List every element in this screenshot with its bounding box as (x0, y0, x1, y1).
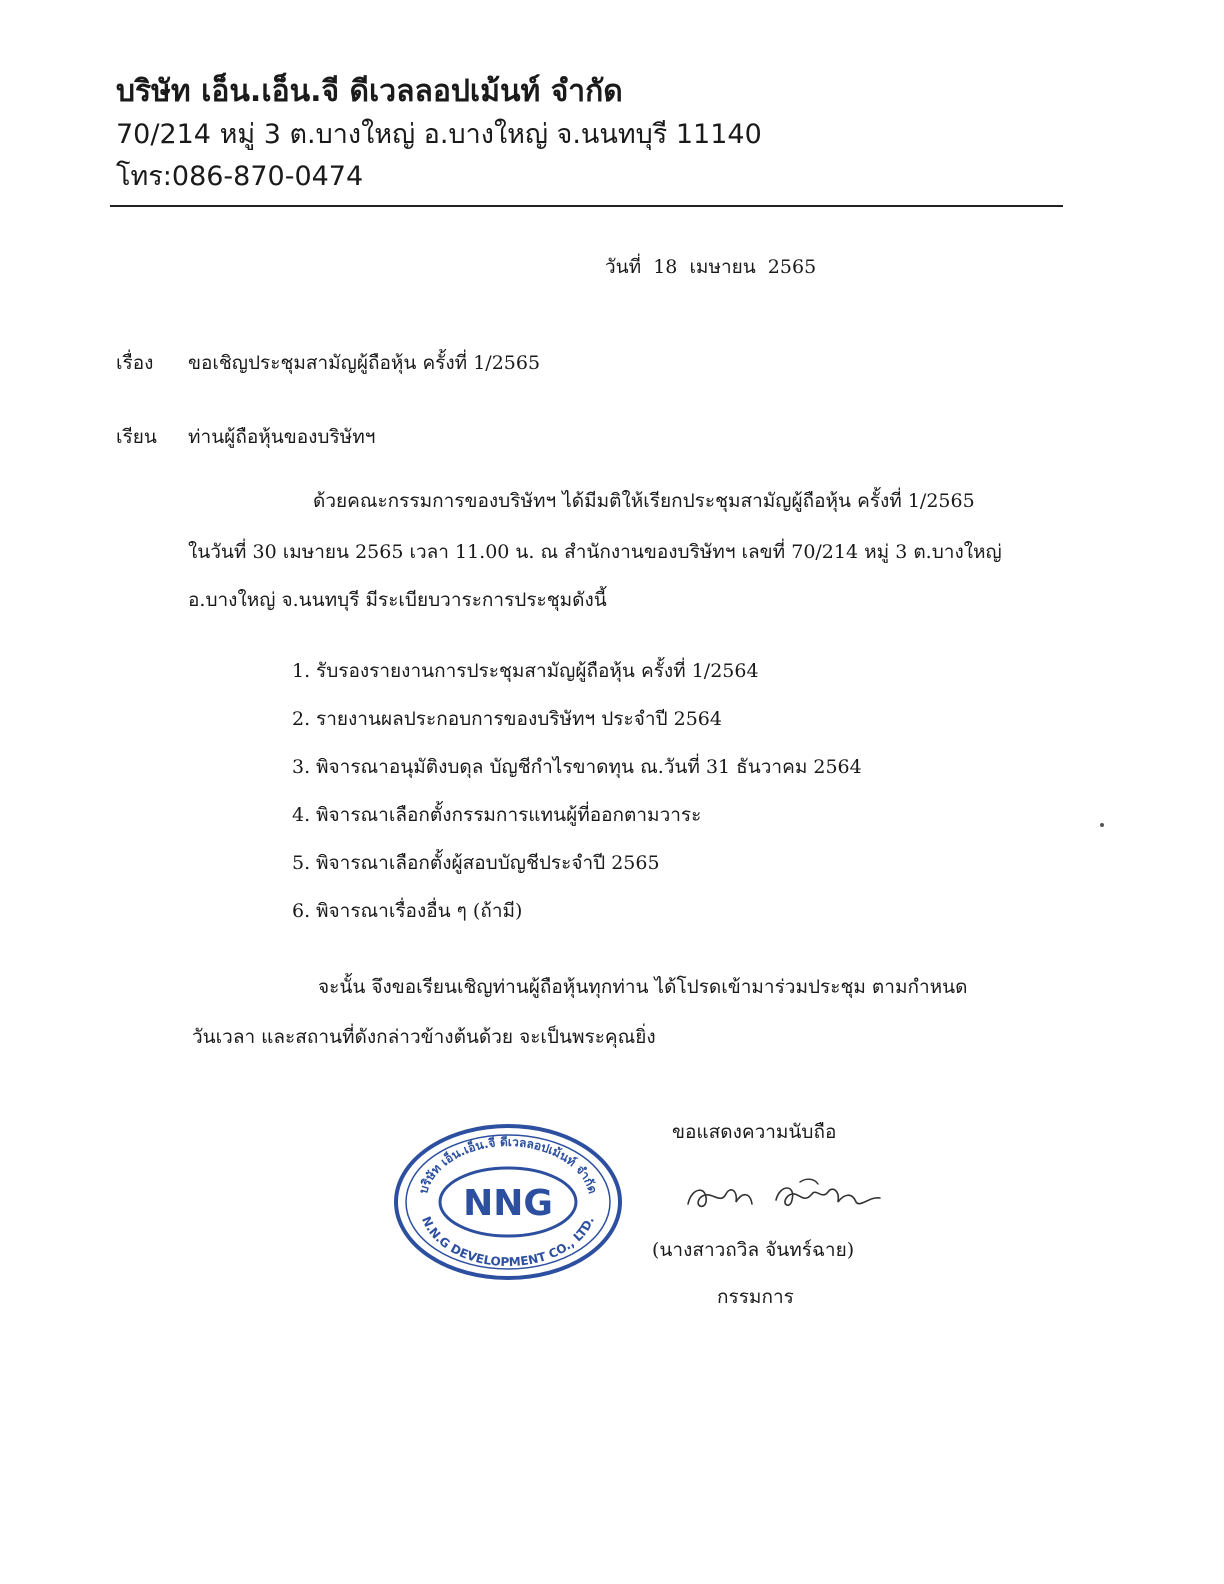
agenda-item (292, 850, 862, 898)
paragraph2-line2: วันเวลา และสถานที่ดังกล่าวข้างต้นด้วย จะเป็นพระคุณยิ่ง (192, 1026, 656, 1048)
handwritten-signature (680, 1176, 890, 1216)
agenda-item-number: 1. (292, 660, 311, 682)
agenda-item-text: พิจารณาเลือกตั้งผู้สอบบัญชีประจำปี 2565 (316, 852, 660, 874)
agenda-item-text: พิจารณาอนุมัติงบดุล บัญชีกำไรขาดทุน ณ.วันที่ 31 ธันวาคม 2564 (316, 756, 862, 778)
subject-text: ขอเชิญประชุมสามัญผู้ถือหุ้น ครั้งที่ 1/2565 (188, 352, 541, 374)
paragraph1-line1: ด้วยคณะกรรมการของบริษัทฯ ได้มีมติให้เรียกประชุมสามัญผู้ถือหุ้น ครั้งที่ 1/2565 (313, 490, 975, 512)
agenda-item (292, 706, 862, 754)
closing-text: ขอแสดงความนับถือ (672, 1121, 837, 1143)
agenda-item-text: พิจารณาเรื่องอื่น ๆ (ถ้ามี) (316, 900, 523, 922)
paragraph2-line1: จะนั้น จึงขอเรียนเชิญท่านผู้ถือหุ้นทุกท่าน ได้โปรดเข้ามาร่วมประชุม ตามกำหนด (318, 976, 968, 998)
subject-label: เรื่อง (116, 352, 154, 374)
agenda-item (292, 658, 862, 706)
agenda-item (292, 898, 862, 946)
header-divider (110, 205, 1063, 207)
letter-date: วันที่ 18 เมษายน 2565 (605, 256, 817, 278)
stamp-bottom-text: N.N.G DEVELOPMENT CO., LTD. (418, 1214, 597, 1270)
agenda-item-text: รายงานผลประกอบการของบริษัทฯ ประจำปี 2564 (316, 708, 722, 730)
agenda-item-number: 2. (292, 708, 311, 730)
paragraph1-line2: ในวันที่ 30 เมษายน 2565 เวลา 11.00 น. ณ สำนักงานของบริษัทฯ เลขที่ 70/214 หมู่ 3 ต.บางใหญ่ (188, 541, 1002, 563)
salutation-label: เรียน (116, 426, 157, 448)
signer-name: (นางสาวถวิล จันทร์ฉาย) (652, 1239, 855, 1261)
company-stamp (392, 1122, 624, 1282)
stamp-logo-text: NNG (463, 1183, 553, 1224)
agenda-item-number: 6. (292, 900, 311, 922)
company-phone: โทร:086-870-0474 (116, 161, 364, 192)
company-name: บริษัท เอ็น.เอ็น.จี ดีเวลลอปเม้นท์ จำกัด (116, 74, 623, 109)
salutation-row (116, 422, 375, 452)
stamp-top-text: บริษัท เอ็น.เอ็น.จี ดีเวลลอปเม้นท์ จำกัด (416, 1134, 600, 1196)
agenda-item-number: 4. (292, 804, 311, 826)
company-address: 70/214 หมู่ 3 ต.บางใหญ่ อ.บางใหญ่ จ.นนทบุรี 11140 (116, 119, 762, 150)
agenda-item-number: 5. (292, 852, 311, 874)
scan-speck (1100, 823, 1104, 827)
agenda-item-text: รับรองรายงานการประชุมสามัญผู้ถือหุ้น ครั้งที่ 1/2564 (316, 660, 759, 682)
paragraph1-line3: อ.บางใหญ่ จ.นนทบุรี มีระเบียบวาระการประชุมดังนี้ (188, 589, 607, 611)
signer-title: กรรมการ (717, 1286, 794, 1308)
subject-row (116, 348, 540, 378)
agenda-item-text: พิจารณาเลือกตั้งกรรมการแทนผู้ที่ออกตามวาระ (316, 804, 702, 826)
salutation-text: ท่านผู้ถือหุ้นของบริษัทฯ (188, 426, 376, 448)
letterhead (116, 70, 1066, 198)
agenda-item (292, 754, 862, 802)
agenda-item-number: 3. (292, 756, 311, 778)
agenda-item (292, 802, 862, 850)
agenda-list (292, 658, 862, 946)
